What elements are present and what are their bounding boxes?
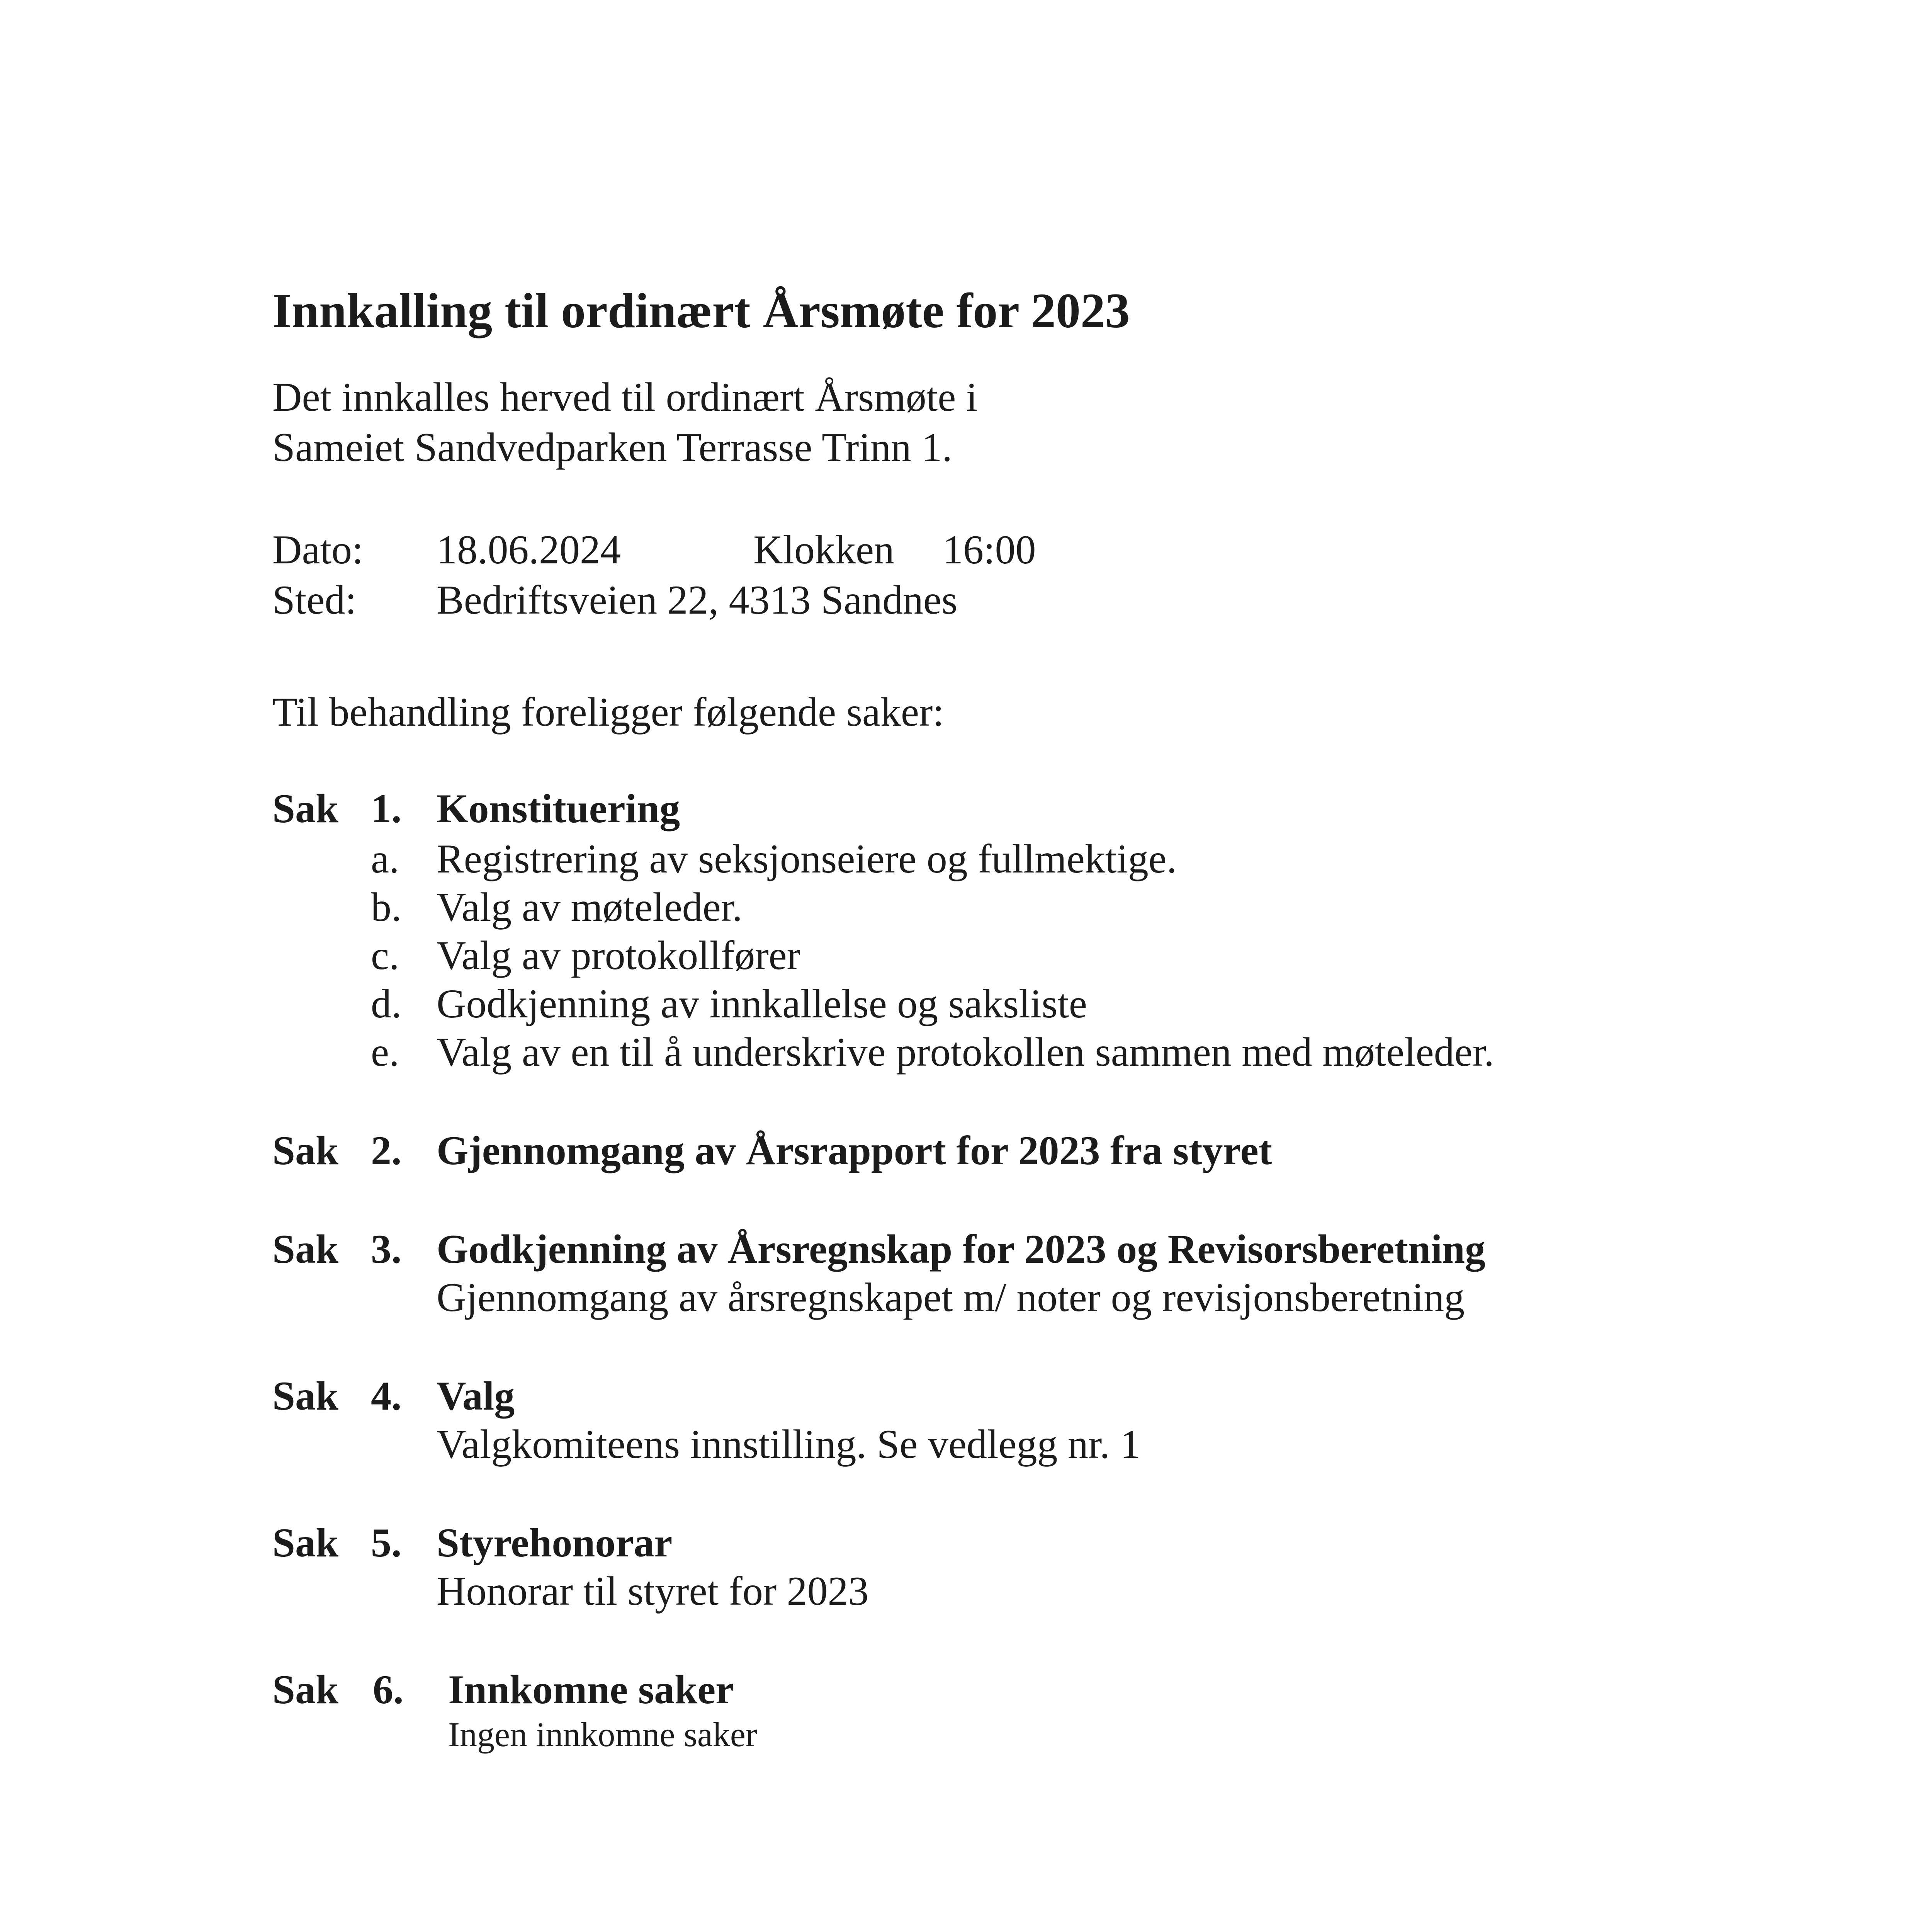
agenda-sak-label: Sak [272,786,338,831]
agenda-description: Honorar til styret for 2023 [437,1568,869,1614]
agenda-heading: Innkomne saker [448,1667,734,1712]
intro-line-1: Det innkalles herved til ordinært Årsmøte i [272,374,978,420]
agenda-sak-label: Sak [272,1667,338,1712]
agenda-description: Gjennomgang av årsregnskapet m/ noter og revisjonsberetning [437,1275,1465,1320]
agenda-number: 1. [371,786,402,831]
agenda-sak-label: Sak [272,1373,338,1418]
agenda-sak-label: Sak [272,1520,338,1565]
agenda-intro: Til behandling foreligger følgende saker: [272,689,944,735]
agenda-heading: Gjennomgang av Årsrapport for 2023 fra styret [437,1128,1272,1173]
agenda-sak-label: Sak [272,1226,338,1272]
subitem-letter: d. [371,981,402,1026]
subitem-text: Valg av møteleder. [437,884,743,930]
subitem-text: Valg av en til å underskrive protokollen sammen med møteleder. [437,1029,1494,1075]
agenda-heading: Konstituering [437,786,680,831]
place-label: Sted: [272,577,357,622]
date-value: 18.06.2024 [437,527,621,572]
time-value: 16:00 [943,527,1036,572]
agenda-description: Valgkomiteens innstilling. Se vedlegg nr. 1 [437,1422,1141,1467]
agenda-number: 6. [373,1667,404,1712]
agenda-number: 4. [371,1373,402,1418]
subitem-letter: a. [371,836,399,881]
time-label: Klokken [753,527,895,572]
agenda-heading: Styrehonorar [437,1520,673,1565]
agenda-heading: Valg [437,1373,515,1418]
subitem-text: Valg av protokollfører [437,933,800,978]
agenda-heading: Godkjenning av Årsregnskap for 2023 og Revisorsberetning [437,1226,1486,1272]
subitem-text: Registrering av seksjonseiere og fullmektige. [437,836,1177,881]
date-label: Dato: [272,527,364,572]
agenda-number: 3. [371,1226,402,1272]
subitem-letter: b. [371,884,402,930]
place-value: Bedriftsveien 22, 4313 Sandnes [437,577,958,622]
subitem-letter: c. [371,933,399,978]
intro-line-2: Sameiet Sandvedparken Terrasse Trinn 1. [272,425,952,470]
document-title: Innkalling til ordinært Årsmøte for 2023 [272,283,1130,338]
subitem-letter: e. [371,1029,399,1075]
agenda-number: 2. [371,1128,402,1173]
agenda-description: Ingen innkomne saker [448,1716,757,1754]
agenda-sak-label: Sak [272,1128,338,1173]
subitem-text: Godkjenning av innkallelse og saksliste [437,981,1087,1026]
agenda-number: 5. [371,1520,402,1565]
